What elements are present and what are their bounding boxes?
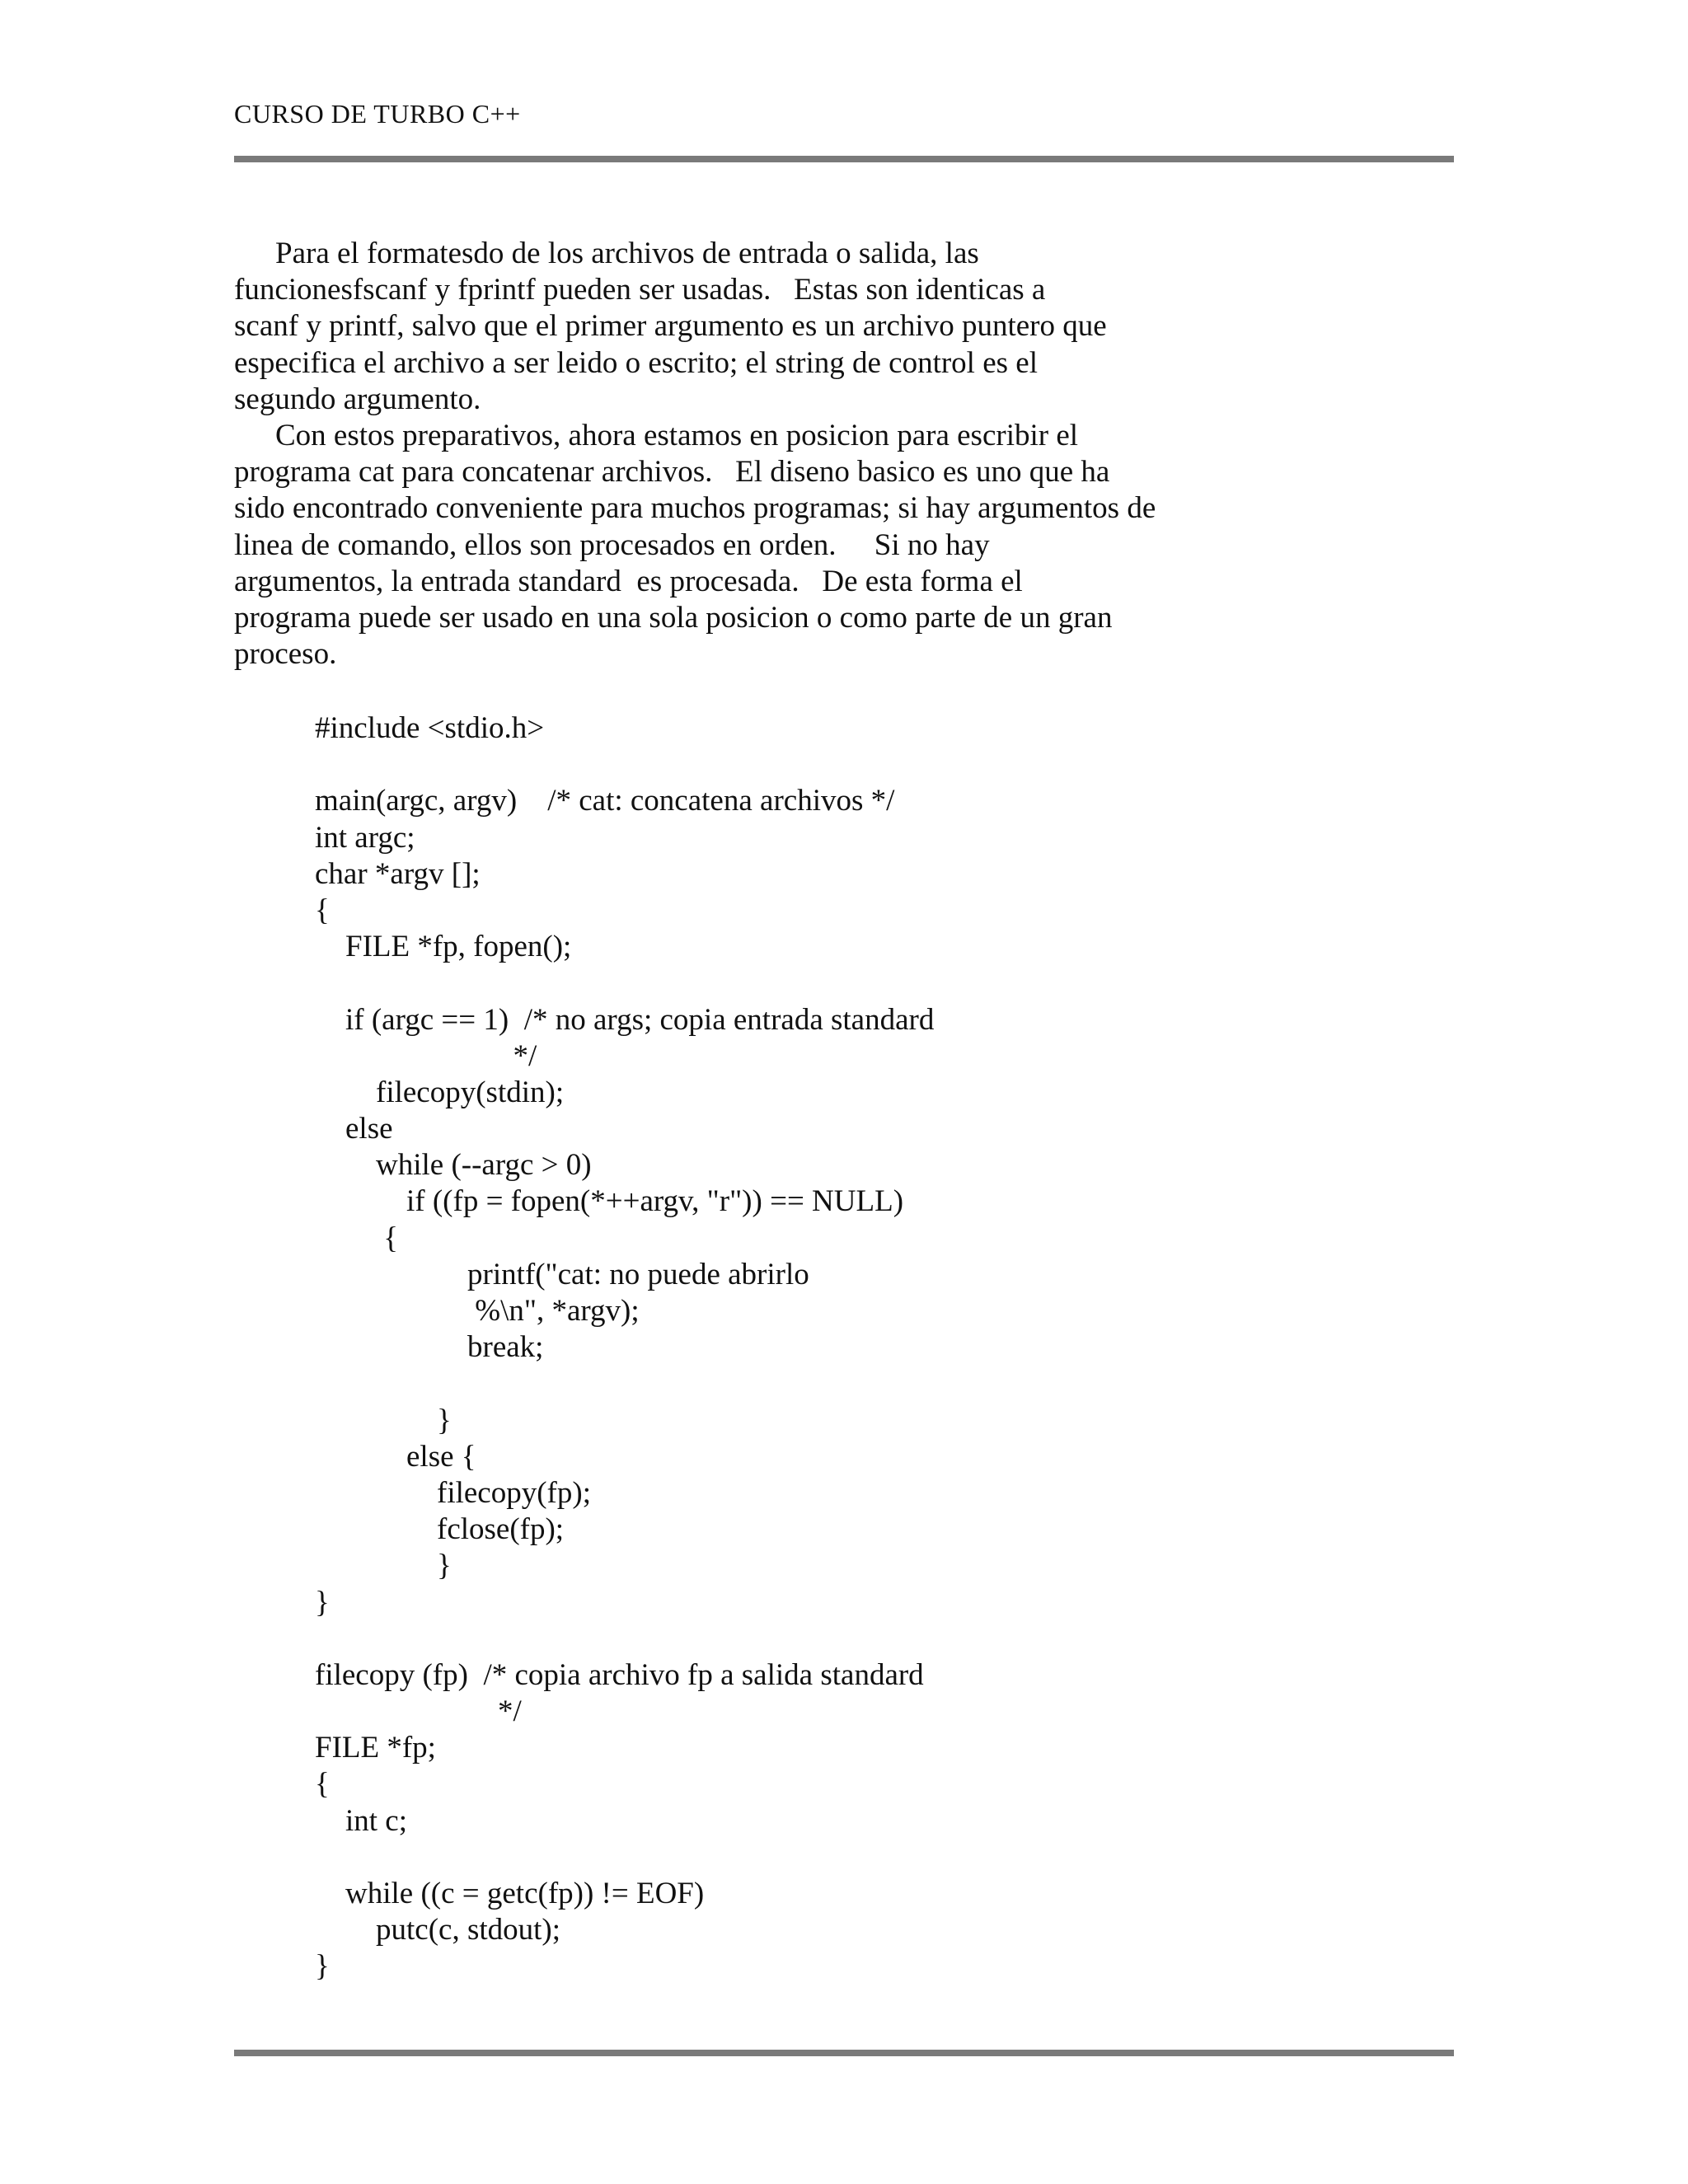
code-line: break; [315,1330,544,1365]
code-line: else { [315,1439,476,1474]
code-line: { [315,1221,399,1255]
code-line: #include <stdio.h> [315,711,545,745]
code-line: { [315,1767,330,1802]
code-line: printf("cat: no puede abrirlo [315,1257,809,1291]
body-text [234,236,1454,673]
code-line: putc(c, stdout); [315,1913,561,1947]
paragraph-line: linea de comando, ellos son procesados en orden. Si no hay [234,527,990,562]
paragraph-line: programa puede ser usado en una sola posicion o como parte de un gran [234,600,1113,635]
paragraph-line: argumentos, la entrada standard es procesada. De esta forma el [234,564,1023,598]
paragraph-line: especifica el archivo a ser leido o escrito; el string de control es el [234,345,1038,380]
code-listing [315,710,934,1985]
code-line [315,747,934,783]
code-line: */ [315,1694,522,1729]
code-line: while (--argc > 0) [315,1148,592,1183]
code-line: if ((fp = fopen(*++argv, "r")) == NULL) [315,1184,904,1219]
code-line [315,1840,934,1876]
code-line: filecopy(stdin); [315,1075,565,1109]
code-line: main(argc, argv) /* cat: concatena archivos */ [315,784,895,818]
code-line: } [315,1403,452,1437]
code-line: FILE *fp; [315,1731,436,1765]
code-line [315,1621,934,1657]
code-line: %\n", *argv); [315,1294,640,1328]
footer-divider [234,2050,1454,2056]
code-line: } [315,1549,452,1583]
code-line: while ((c = getc(fp)) != EOF) [315,1877,705,1910]
header-divider [234,156,1454,162]
code-line: FILE *fp, fopen(); [315,930,572,964]
code-line: { [315,893,330,927]
code-line: fclose(fp); [315,1512,565,1547]
paragraph-line: programa cat para concatenar archivos. El diseno basico es uno que ha [234,455,1110,490]
paragraph-line: proceso. [234,637,337,672]
code-line: int argc; [315,820,415,855]
code-line: int c; [315,1803,408,1838]
code-line: */ [315,1038,537,1073]
paragraph-line: scanf y printf, salvo que el primer argumento es un archivo puntero que [234,309,1107,344]
paragraph-line: Con estos preparativos, ahora estamos en posicion para escribir el [275,418,1079,452]
code-line: if (argc == 1) /* no args; copia entrada standard [315,1002,935,1037]
code-line [315,965,934,1001]
page-header: CURSO DE TURBO C++ [234,99,521,129]
code-line: char *argv []; [315,856,481,891]
paragraph-line: funcionesfscanf y fprintf pueden ser usadas. Estas son identicas a [234,273,1046,307]
code-line: } [315,1949,330,1984]
code-line: filecopy(fp); [315,1475,591,1510]
paragraph-line: Para el formatesdo de los archivos de entrada o salida, las [275,237,979,270]
paragraph-line: segundo argumento. [234,382,481,416]
code-line: } [315,1585,330,1619]
code-line: else [315,1112,393,1146]
code-line [315,1366,934,1402]
paragraph-line: sido encontrado conveniente para muchos programas; si hay argumentos de [234,491,1156,526]
code-line: filecopy (fp) /* copia archivo fp a salida standard [315,1657,924,1692]
